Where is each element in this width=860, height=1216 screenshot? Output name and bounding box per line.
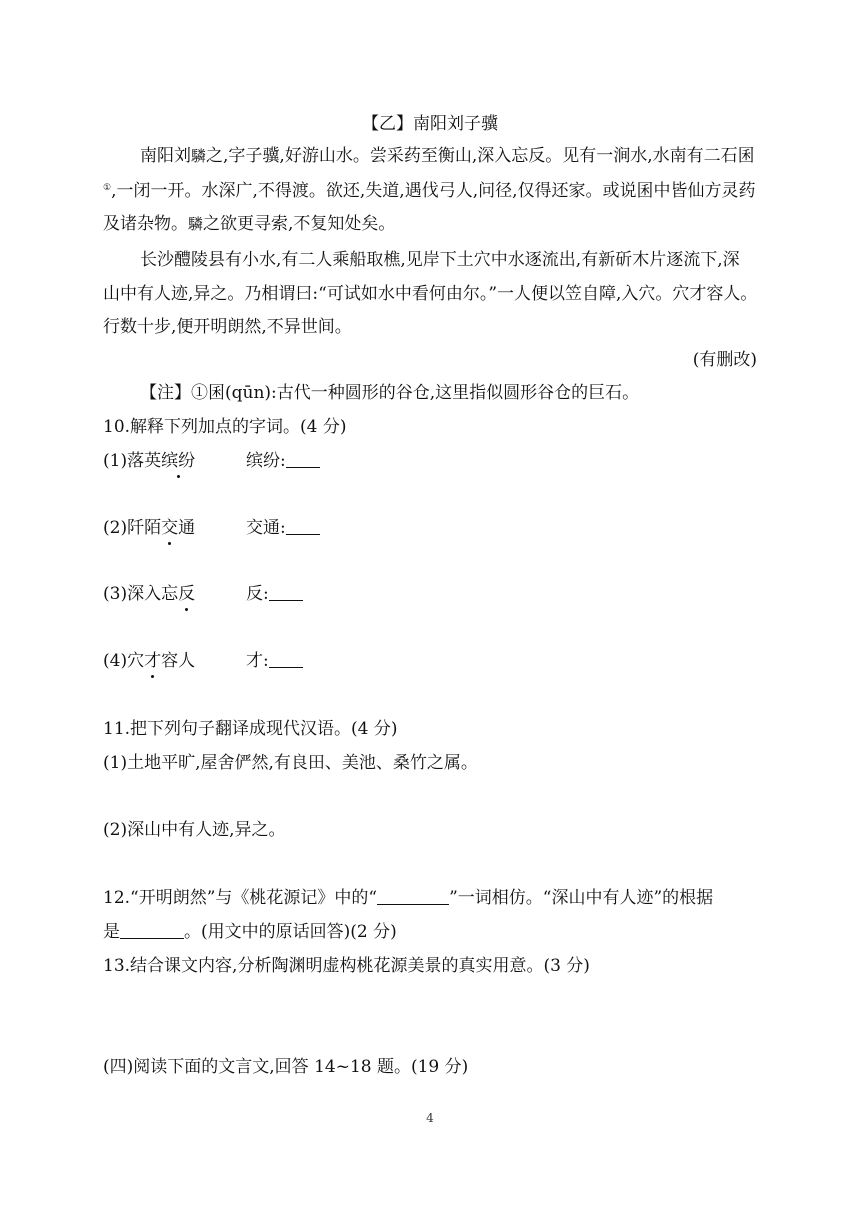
- rare-character: 驎: [188, 215, 204, 233]
- q12-text-a: 12.“开明朗然”与《桃花源记》中的“: [103, 888, 378, 908]
- q11-sentence-1: (1)土地平旷,屋舍俨然,有良田、美池、桑竹之属。: [103, 753, 478, 773]
- section-title: 【乙】南阳刘子骥: [362, 114, 498, 134]
- passage-p2-line2: 山中有人迹,异之。乃相谓曰:“可试如水中看何由尔。”一人便以笠自障,入穴。穴才容人。: [103, 284, 758, 304]
- item-pre: 阡陌: [127, 518, 162, 538]
- p1-line2-text: ,一闭一开。水深广,不得渡。欲还,失道,遇伐弓人,问径,仅得还家。或说囷中皆仙方灵药: [111, 181, 756, 201]
- rare-character: 驎: [191, 147, 207, 165]
- passage-p1-line2: [103, 179, 756, 203]
- q12-text-d: 。(用文中的原话回答)(2 分): [184, 922, 397, 942]
- passage-p1-line3: [103, 212, 395, 236]
- item-num: (2): [103, 518, 128, 538]
- answer-label: 缤纷:: [246, 451, 286, 471]
- p1-line3-text: 之欲更寻索,不复知处矣。: [203, 214, 396, 234]
- q12-text-b: ”一词相仿。“深山中有人迹”的根据: [449, 888, 714, 908]
- q10-item-3: [103, 582, 195, 606]
- q11-title: 11.把下列句子翻译成现代汉语。(4 分): [103, 719, 398, 739]
- item-pre: 深入忘: [127, 584, 179, 604]
- page-number: 4: [426, 1111, 434, 1125]
- answer-label: 交通:: [246, 518, 286, 538]
- annotation: 【注】①囷(qūn):古代一种圆形的谷仓,这里指似圆形谷仓的巨石。: [140, 383, 640, 403]
- q10-answer-1: [246, 449, 320, 473]
- answer-label: 才:: [246, 651, 269, 671]
- q10-answer-4: [246, 649, 303, 673]
- item-pre: 穴: [127, 651, 145, 671]
- p1-line3-pre: 及诸杂物。: [103, 214, 188, 234]
- q10-answer-2: [246, 516, 320, 540]
- passage-p2-line1: 长沙醴陵县有小水,有二人乘船取樵,见岸下土穴中水逐流出,有新斫木片逐流下,深: [140, 250, 740, 270]
- passage-p1-line1: [140, 144, 755, 168]
- q10-title: 10.解释下列加点的字词。(4 分): [103, 417, 347, 437]
- q10-answer-3: [246, 582, 303, 606]
- dotted-word: 反: [178, 584, 196, 604]
- q12-line-2: [103, 920, 397, 944]
- source-note: (有删改): [692, 350, 757, 370]
- q10-item-4: [103, 649, 195, 673]
- dotted-word: 才: [144, 651, 162, 671]
- item-post: 容人: [161, 651, 196, 671]
- item-post: 通: [178, 518, 196, 538]
- item-num: (4): [103, 651, 128, 671]
- answer-blank[interactable]: [269, 649, 303, 668]
- p1-line1-start: 南阳刘: [140, 146, 191, 166]
- q12-line-1: [103, 886, 713, 910]
- answer-blank[interactable]: [286, 516, 320, 535]
- dotted-word: 缤纷: [161, 451, 196, 471]
- q11-sentence-2: (2)深山中有人迹,异之。: [103, 820, 286, 840]
- q12-text-c: 是: [103, 922, 120, 942]
- answer-blank[interactable]: [120, 920, 184, 939]
- answer-label: 反:: [246, 584, 269, 604]
- footnote-marker: ①: [103, 183, 112, 193]
- item-pre: 落英: [127, 451, 162, 471]
- dotted-word: 交: [161, 518, 179, 538]
- item-num: (1): [103, 451, 128, 471]
- q10-item-2: [103, 516, 195, 540]
- answer-blank[interactable]: [286, 449, 320, 468]
- answer-blank[interactable]: [269, 582, 303, 601]
- answer-blank[interactable]: [377, 886, 449, 905]
- item-num: (3): [103, 584, 128, 604]
- section-4-heading: (四)阅读下面的文言文,回答 14~18 题。(19 分): [103, 1057, 469, 1077]
- q13-title: 13.结合课文内容,分析陶渊明虚构桃花源美景的真实用意。(3 分): [103, 956, 590, 976]
- q10-item-1: [103, 449, 195, 473]
- p1-line1-rest: 之,字子骥,好游山水。尝采药至衡山,深入忘反。见有一涧水,水南有二石囷: [206, 146, 755, 166]
- passage-p2-line3: 行数十步,便开明朗然,不异世间。: [103, 317, 352, 337]
